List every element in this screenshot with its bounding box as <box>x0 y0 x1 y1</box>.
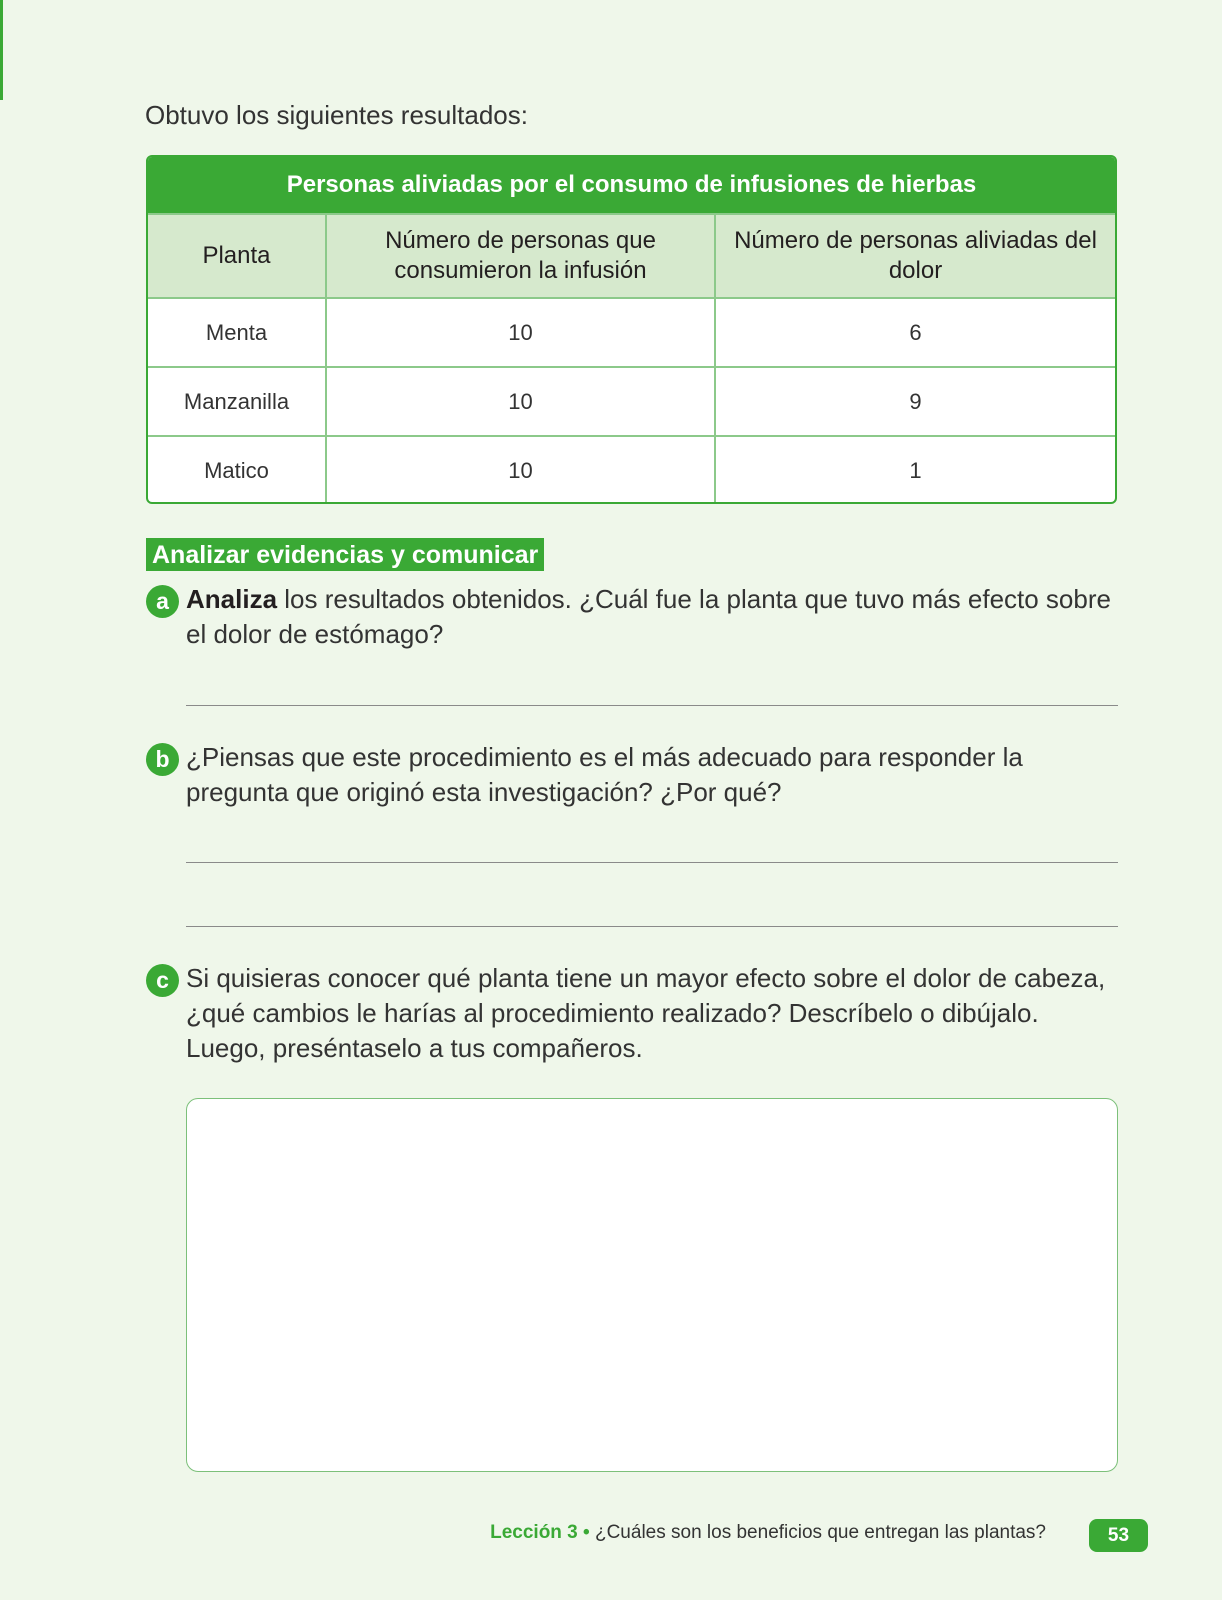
table-cell: 6 <box>715 298 1115 367</box>
question-c <box>146 961 1121 1066</box>
column-header-relieved: Número de personas aliviadas del dolor <box>715 214 1115 298</box>
footer-bullet: • <box>577 1522 595 1543</box>
table-cell: 10 <box>326 436 715 504</box>
table-cell: 1 <box>715 436 1115 504</box>
question-letter-b: b <box>146 743 179 776</box>
column-header-plant: Planta <box>148 214 326 298</box>
question-c-text: Si quisieras conocer qué planta tiene un mayor efecto sobre el dolor de cabeza, ¿qué cambios le harías al procedimiento realizado? Descríbelo o dibújalo. Luego, preséntaselo a tus compañeros. <box>186 963 1106 1063</box>
table-cell: 9 <box>715 367 1115 436</box>
page-number: 53 <box>1089 1519 1148 1552</box>
answer-line-b1[interactable] <box>186 862 1118 863</box>
table-cell: 10 <box>326 367 715 436</box>
column-header-consumed: Número de personas que consumieron la infusión <box>326 214 715 298</box>
table-cell: Menta <box>148 298 326 367</box>
question-letter-a: a <box>146 585 179 618</box>
question-a <box>146 582 1121 652</box>
table-cell: Matico <box>148 436 326 504</box>
question-a-verb: Analiza <box>186 584 278 614</box>
footer-lesson: Lección 3 <box>490 1522 578 1543</box>
footer-subtitle: ¿Cuáles son los beneficios que entregan las plantas? <box>594 1522 1046 1543</box>
table-cell: 10 <box>326 298 715 367</box>
answer-box-c[interactable] <box>186 1098 1118 1472</box>
page-edge-decoration <box>0 0 3 100</box>
question-a-body: los resultados obtenidos. ¿Cuál fue la planta que tuvo más efecto sobre el dolor de estómago? <box>186 584 1111 649</box>
table-cell: Manzanilla <box>148 367 326 436</box>
results-table <box>146 155 1117 504</box>
question-b-text: ¿Piensas que este procedimiento es el más adecuado para responder la pregunta que originó esta investigación? ¿Por qué? <box>186 742 1023 807</box>
table-row <box>148 436 1115 504</box>
question-a-text <box>186 582 1121 652</box>
table-row <box>148 367 1115 436</box>
footer <box>490 1522 1046 1544</box>
answer-line-a[interactable] <box>186 705 1118 706</box>
answer-line-b2[interactable] <box>186 926 1118 927</box>
question-b <box>146 740 1121 810</box>
section-title: Analizar evidencias y comunicar <box>146 538 544 571</box>
question-letter-c: c <box>146 964 179 997</box>
table-title: Personas aliviadas por el consumo de infusiones de hierbas <box>148 157 1115 214</box>
table-row <box>148 298 1115 367</box>
intro-text: Obtuvo los siguientes resultados: <box>145 100 528 130</box>
